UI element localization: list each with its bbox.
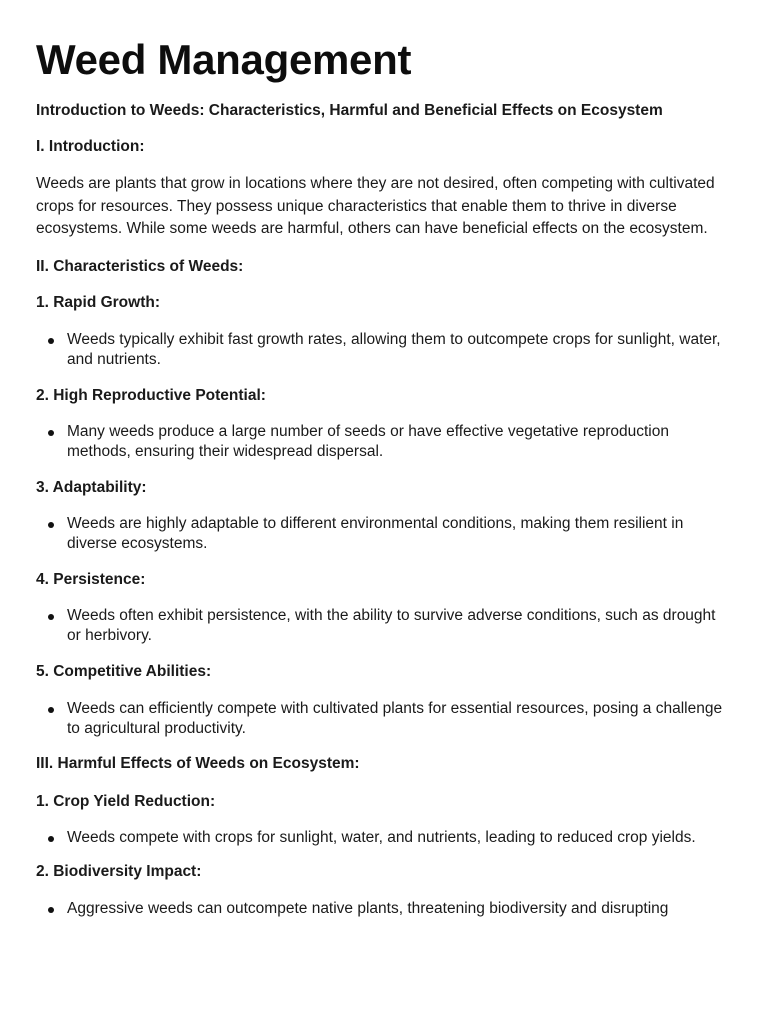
bullet-list — [36, 606, 732, 647]
list-item: Weeds are highly adaptable to different environmental conditions, making them resilient in diverse ecosystems. — [36, 514, 732, 555]
bullet-list — [36, 899, 732, 920]
list-item: Weeds compete with crops for sunlight, water, and nutrients, leading to reduced crop yields. — [36, 828, 732, 849]
subheading-competitive-abilities: 5. Competitive Abilities: — [36, 662, 212, 680]
bullet-list — [36, 699, 732, 740]
bullet-list — [36, 330, 732, 371]
introduction-paragraph: Weeds are plants that grow in locations where they are not desired, often competing with cultivated crops for resources. They possess unique characteristics that enable them to thrive in diverse ecosystems. While some weeds are harmful, others can have beneficial effects on the ecosystem. — [36, 175, 715, 237]
bullet-list — [36, 422, 732, 463]
bullet-list — [36, 828, 732, 849]
list-item: Many weeds produce a large number of seeds or have effective vegetative reproduction methods, ensuring their widespread dispersal. — [36, 422, 732, 463]
subheading-crop-yield-reduction: 1. Crop Yield Reduction: — [36, 792, 216, 810]
subheading-adaptability: 3. Adaptability: — [36, 478, 147, 496]
section-heading-characteristics: II. Characteristics of Weeds: — [36, 257, 244, 275]
list-item: Weeds often exhibit persistence, with the ability to survive adverse conditions, such as drought or herbivory. — [36, 606, 732, 647]
section-heading-harmful-effects: III. Harmful Effects of Weeds on Ecosystem: — [36, 754, 360, 772]
document-title: Weed Management — [36, 36, 412, 83]
document-subtitle: Introduction to Weeds: Characteristics, Harmful and Beneficial Effects on Ecosystem — [36, 102, 663, 119]
list-item: Weeds can efficiently compete with cultivated plants for essential resources, posing a challenge to agricultural productivity. — [36, 699, 732, 740]
subheading-biodiversity-impact: 2. Biodiversity Impact: — [36, 863, 202, 880]
section-heading-introduction: I. Introduction: — [36, 138, 145, 155]
bullet-list — [36, 514, 732, 555]
list-item: Weeds typically exhibit fast growth rates, allowing them to outcompete crops for sunlight, water, and nutrients. — [36, 330, 732, 371]
subheading-rapid-growth: 1. Rapid Growth: — [36, 293, 160, 311]
subheading-reproductive-potential: 2. High Reproductive Potential: — [36, 386, 266, 404]
subheading-persistence: 4. Persistence: — [36, 570, 146, 588]
list-item: Aggressive weeds can outcompete native plants, threatening biodiversity and disrupting — [36, 899, 732, 920]
